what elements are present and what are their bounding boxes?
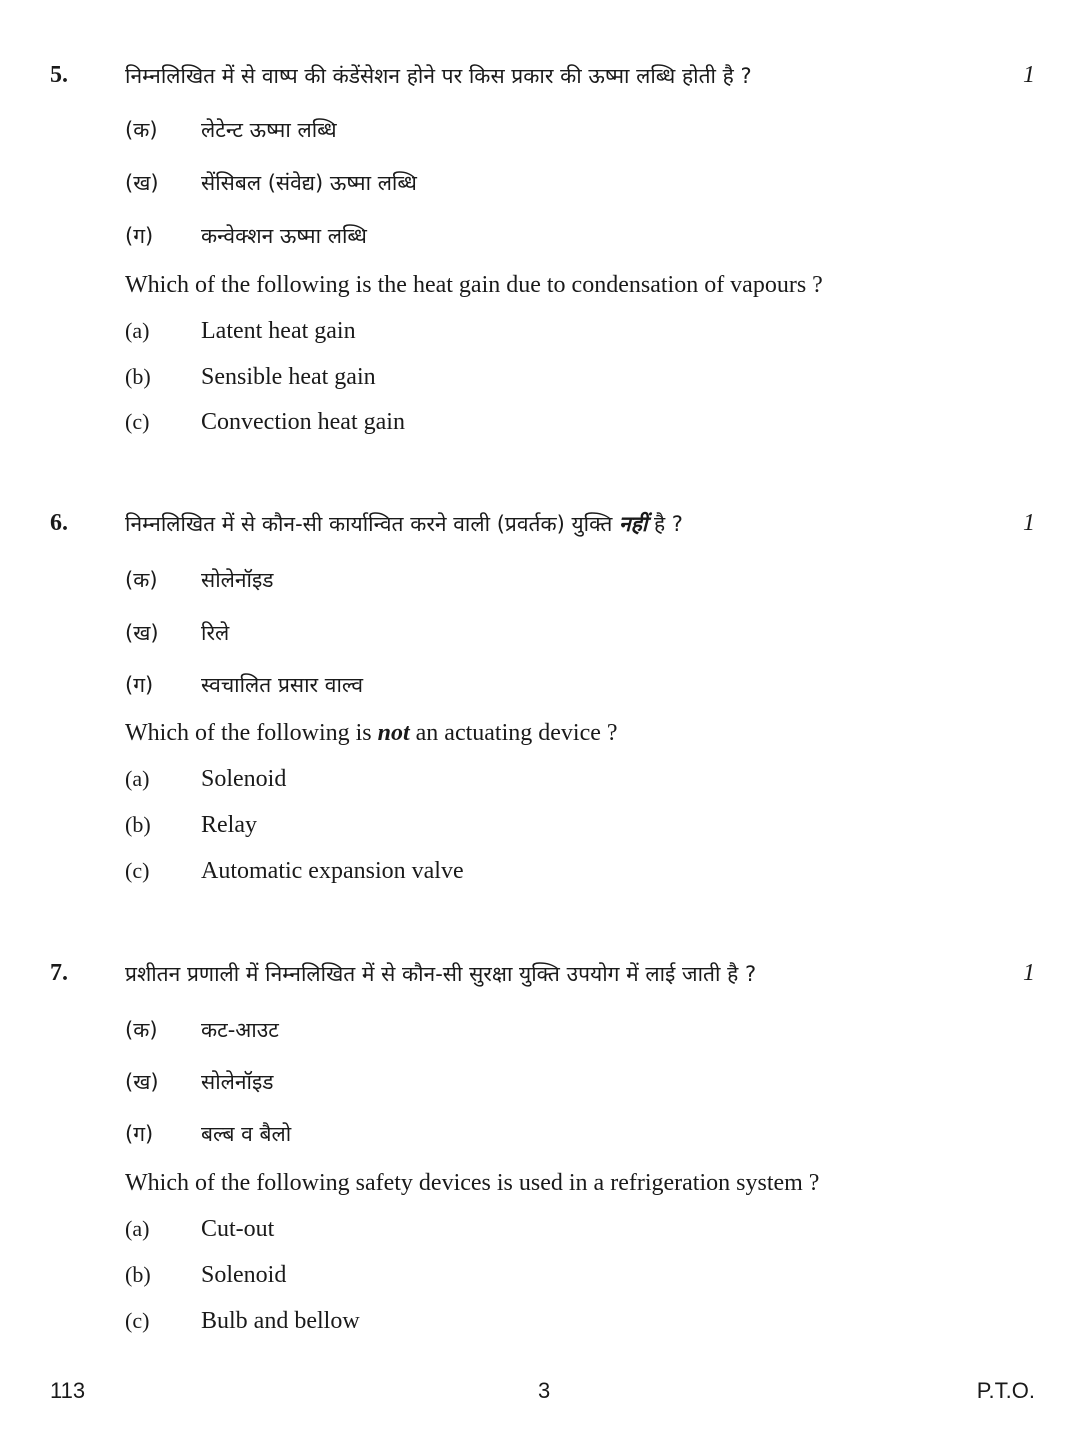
paper-code: 113: [50, 1378, 86, 1403]
marks: 1: [1023, 62, 1035, 88]
english-option: (b) Solenoid: [125, 1262, 287, 1288]
english-option: (b) Sensible heat gain: [125, 364, 376, 390]
marks: 1: [1023, 510, 1035, 536]
english-option: (a) Latent heat gain: [125, 318, 356, 344]
emphasis-word: नहीं: [619, 512, 648, 536]
question-number: 7.: [50, 960, 68, 986]
pto-label: P.T.O.: [976, 1378, 1035, 1403]
hindi-option: (क) लेटेन्ट ऊष्मा लब्धि: [125, 118, 337, 142]
hindi-option: (ख) रिले: [125, 621, 230, 645]
hindi-question: निम्नलिखित में से कौन-सी कार्यान्वित करने वाली (प्रवर्तक) युक्ति नहीं है ?: [125, 512, 683, 536]
english-question: Which of the following safety devices is used in a refrigeration system ?: [125, 1170, 820, 1196]
english-option: (c) Convection heat gain: [125, 409, 405, 435]
hindi-option: (ख) सेंसिबल (संवेद्य) ऊष्मा लब्धि: [125, 171, 417, 195]
hindi-option: (ग) स्वचालित प्रसार वाल्व: [125, 673, 364, 697]
english-option: (c) Bulb and bellow: [125, 1308, 360, 1334]
english-option: (a) Solenoid: [125, 766, 287, 792]
hindi-option: (ग) बल्ब व बैलो: [125, 1122, 292, 1146]
english-option: (a) Cut-out: [125, 1216, 275, 1242]
hindi-option: (क) सोलेनॉइड: [125, 568, 274, 592]
emphasis-word: not: [377, 720, 410, 746]
hindi-option: (क) कट-आउट: [125, 1018, 279, 1042]
hindi-question: निम्नलिखित में से वाष्प की कंडेंसेशन होने पर किस प्रकार की ऊष्मा लब्धि होती है ?: [125, 64, 752, 88]
page-number: 3: [538, 1378, 551, 1403]
english-question: Which of the following is not an actuating device ?: [125, 720, 618, 746]
marks: 1: [1023, 960, 1035, 986]
hindi-option: (ख) सोलेनॉइड: [125, 1070, 274, 1094]
hindi-option: (ग) कन्वेक्शन ऊष्मा लब्धि: [125, 224, 367, 248]
english-question: Which of the following is the heat gain due to condensation of vapours ?: [125, 272, 823, 298]
english-option: (c) Automatic expansion valve: [125, 858, 464, 884]
hindi-question: प्रशीतन प्रणाली में निम्नलिखित में से कौन-सी सुरक्षा युक्ति उपयोग में लाई जाती है ?: [125, 962, 757, 986]
question-number: 6.: [50, 510, 68, 536]
english-option: (b) Relay: [125, 812, 257, 838]
question-number: 5.: [50, 62, 68, 88]
